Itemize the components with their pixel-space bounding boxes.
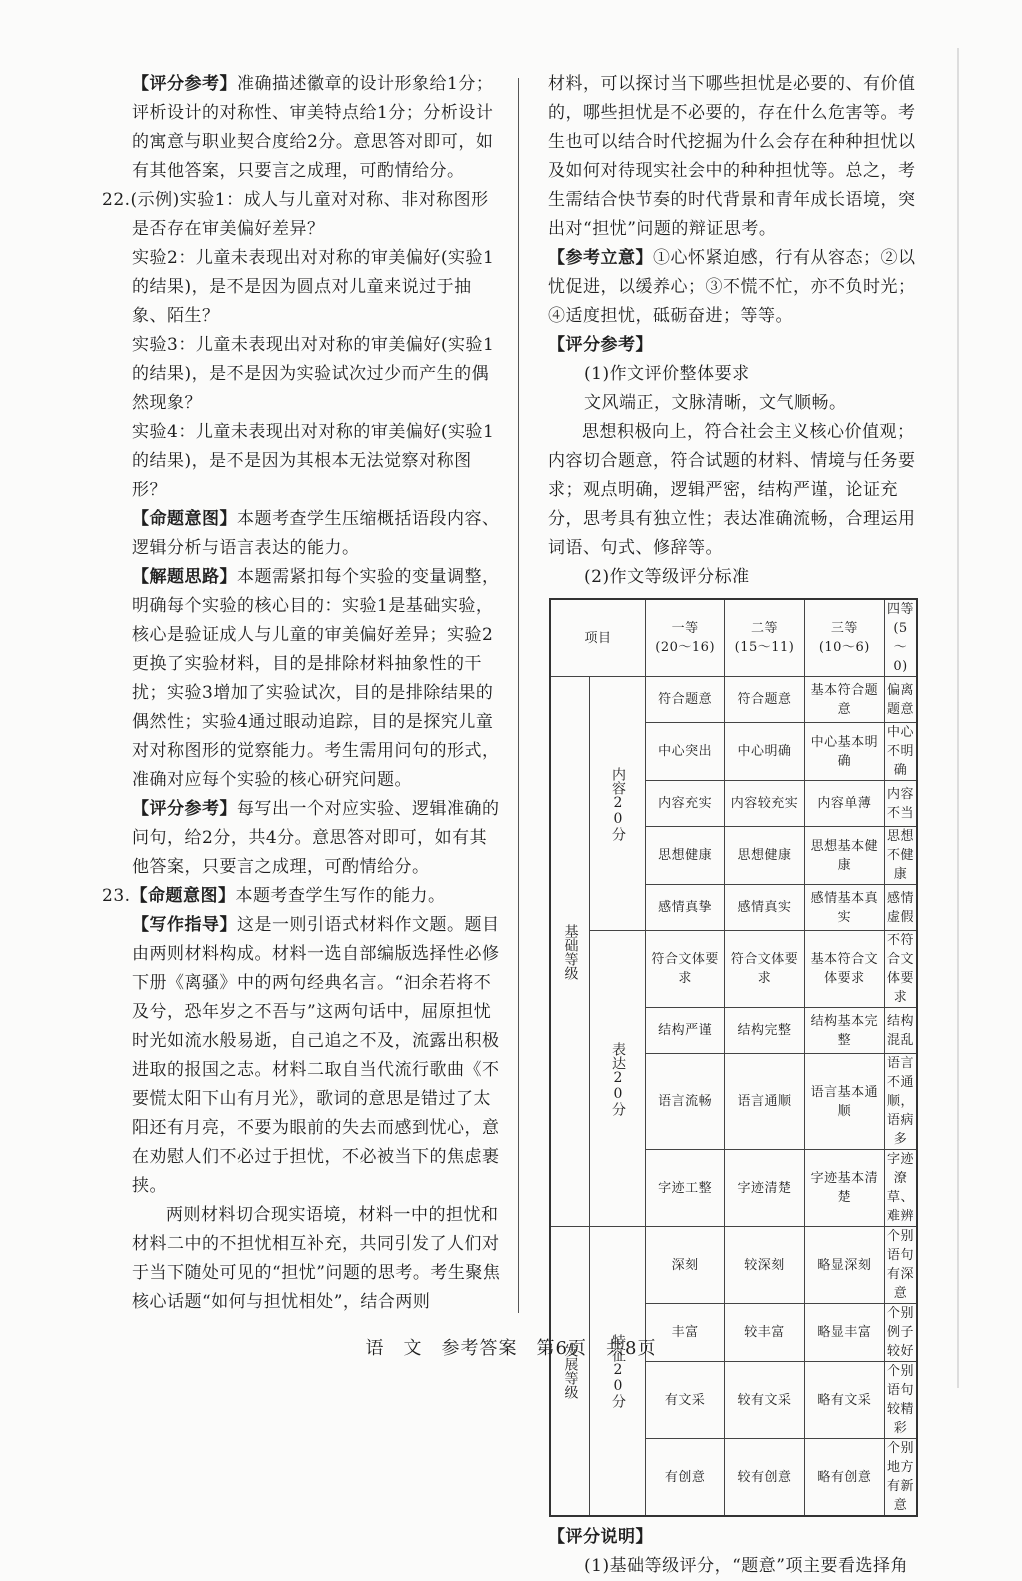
expression-row-1-cell-3: 基本符合文体要求 bbox=[804, 931, 884, 1008]
overall-requirement-heading: (1)作文评价整体要求 bbox=[584, 364, 750, 384]
content-row-3-cell-3: 内容单薄 bbox=[804, 781, 884, 827]
feature-row-2-cell-4: 个别例子较好 bbox=[885, 1304, 918, 1362]
content-row-2-cell-4: 中心不明确 bbox=[885, 723, 918, 781]
left-column bbox=[102, 70, 504, 1317]
reference-theme: 【参考立意】①心怀紧迫感，行有从容态；②以忧促进，以缓养心；③不慌不忙，亦不负时光；④适度担忧，砥砺奋进；等等。 bbox=[548, 248, 916, 326]
content-row-1-cell-3: 基本符合题意 bbox=[804, 677, 884, 723]
feature-row-1-cell-1: 深刻 bbox=[646, 1227, 725, 1304]
page-edge-shadow bbox=[957, 48, 959, 1388]
feature-row-3-cell-2: 较有文采 bbox=[725, 1362, 804, 1439]
content-row-5-cell-3: 感情基本真实 bbox=[804, 885, 884, 931]
expression-row bbox=[550, 931, 917, 1008]
basic-level-label: 基础等级 bbox=[550, 677, 590, 1227]
feature-row bbox=[550, 1227, 917, 1304]
expression-row-1-cell-2: 符合文体要求 bbox=[725, 931, 804, 1008]
expression-row-4-cell-1: 字迹工整 bbox=[646, 1150, 725, 1227]
grading-header-row bbox=[550, 599, 917, 677]
content-row-2-cell-3: 中心基本明确 bbox=[804, 723, 884, 781]
column-divider bbox=[518, 78, 519, 1313]
content-row bbox=[550, 677, 917, 723]
scoring-notes-1: (1)基础等级评分，“题意”项主要看选择角 bbox=[584, 1556, 908, 1576]
reference-theme-text: ①心怀紧迫感，行有从容态；②以忧促进，以缓养心；③不慌不忙，亦不负时光；④适度担忧，砥砺奋进；等等。 bbox=[548, 248, 916, 326]
right-p1: 材料，可以探讨当下哪些担忧是必要的、有价值的，哪些担忧是不必要的，存在什么危害等。考生也可以结合时代挖掘为什么会存在种种担忧以及如何对待现实社会中的种种担忧等。总之，考生需结合快节奏的时代背景和青年成长语境，突出对“担忧”问题的辩证思考。 bbox=[548, 74, 916, 239]
q22-intent-text: 本题考查学生压缩概括语段内容、逻辑分析与语言表达的能力。 bbox=[132, 509, 500, 558]
q23-number: 23. bbox=[102, 886, 131, 906]
expression-row-3-cell-4: 语言不通顺，语病多 bbox=[885, 1054, 918, 1150]
header-project: 项目 bbox=[550, 599, 646, 677]
q23-guide: 【写作指导】这是一则引语式材料作文题。题目由两则材料构成。材料一选自部编版选择性必修下册《离骚》中的两句经典名言。“汩余若将不及兮，恐年岁之不吾与”这两句话中，屈原担忧时光如流水般易逝，自己追之不及，流露出积极进取的报国之志。材料二取自当代流行歌曲《不要慌太阳下山有月光》，歌词的意思是错过了太阳还有月亮，不要为眼前的失去而感到忧心，意在劝慰人们不必过于担忧，不必被当下的焦虑裹挟。 bbox=[132, 915, 500, 1196]
q23-guide-text: 这是一则引语式材料作文题。题目由两则材料构成。材料一选自部编版选择性必修下册《离骚》中的两句经典名言。“汩余若将不及兮，恐年岁之不吾与”这两句话中，屈原担忧时光如流水般易逝，自己追之不及，流露出积极进取的报国之志。材料二取自当代流行歌曲《不要慌太阳下山有月光》，歌词的意思是错过了太阳还有月亮，不要为眼前的失去而感到忧心，意在劝慰人们不必过于担忧，不必被当下的焦虑裹挟。 bbox=[132, 915, 500, 1196]
expression-row-1-cell-1: 符合文体要求 bbox=[646, 931, 725, 1008]
expression-row-4-cell-4: 字迹潦草、难辨 bbox=[885, 1150, 918, 1227]
scoring-notes-heading: 【评分说明】 bbox=[548, 1527, 653, 1547]
content-row-5-cell-4: 感情虚假 bbox=[885, 885, 918, 931]
q22-example-exp1 bbox=[102, 186, 504, 244]
feature-row-1-cell-4: 个别语句有深意 bbox=[885, 1227, 918, 1304]
header-grade-2: 二等 (15～11) bbox=[725, 599, 804, 677]
left-p1-text: 准确描述徽章的设计形象给1分；评析设计的对称性、审美特点给1分；分析设计的寓意与职业契合度给2分。意思答对即可，如有其他答案，只要言之成理，可酌情给分。 bbox=[132, 74, 494, 181]
expression-row-2-cell-3: 结构基本完整 bbox=[804, 1008, 884, 1054]
q23-intent: 23.【命题意图】本题考查学生写作的能力。 bbox=[102, 886, 446, 906]
content-label: 内容20分 bbox=[590, 677, 646, 931]
content-row-5-cell-2: 感情真实 bbox=[725, 885, 804, 931]
header-grade-1: 一等 (20～16) bbox=[646, 599, 725, 677]
feature-row-1-cell-3: 略显深刻 bbox=[804, 1227, 884, 1304]
feature-row-3-cell-1: 有文采 bbox=[646, 1362, 725, 1439]
left-p1: 【评分参考】准确描述徽章的设计形象给1分；评析设计的对称性、审美特点给1分；分析设计的寓意与职业契合度给2分。意思答对即可，如有其他答案，只要言之成理，可酌情给分。 bbox=[132, 74, 494, 181]
feature-row-2-cell-2: 较丰富 bbox=[725, 1304, 804, 1362]
expression-row-4-cell-3: 字迹基本清楚 bbox=[804, 1150, 884, 1227]
expression-row-2-cell-1: 结构严谨 bbox=[646, 1008, 725, 1054]
content-row-4-cell-1: 思想健康 bbox=[646, 827, 725, 885]
q22-exp2: 实验2：儿童未表现出对对称的审美偏好(实验1的结果)，是不是因为圆点对儿童来说过于抽象、陌生？ bbox=[132, 248, 495, 326]
expression-row-1-cell-4: 不符合文体要求 bbox=[885, 931, 918, 1008]
feature-row-1-cell-2: 较深刻 bbox=[725, 1227, 804, 1304]
feature-label: 特征20分 bbox=[590, 1227, 646, 1517]
feature-row-4-cell-4: 个别地方有新意 bbox=[885, 1439, 918, 1517]
feature-row-2-cell-3: 略显丰富 bbox=[804, 1304, 884, 1362]
expression-row-3-cell-3: 语言基本通顺 bbox=[804, 1054, 884, 1150]
content-row-1-cell-1: 符合题意 bbox=[646, 677, 725, 723]
content-row-3-cell-2: 内容较充实 bbox=[725, 781, 804, 827]
feature-row-4-cell-3: 略有创意 bbox=[804, 1439, 884, 1517]
develop-level-label: 发展等级 bbox=[550, 1227, 590, 1517]
content-row-1-cell-2: 符合题意 bbox=[725, 677, 804, 723]
header-grade-3: 三等 (10～6) bbox=[804, 599, 884, 677]
q22-approach: 【解题思路】本题需紧扣每个实验的变量调整，明确每个实验的核心目的：实验1是基础实验，核心是验证成人与儿童的审美偏好差异；实验2更换了实验材料，目的是排除材料抽象性的干扰；实验3增加了实验试次，目的是排除结果的偶然性；实验4通过眼动追踪，目的是探究儿童对对称图形的觉察能力。考生需用问句的形式，准确对应每个实验的核心研究问题。 bbox=[132, 567, 500, 790]
content-row-3-cell-1: 内容充实 bbox=[646, 781, 725, 827]
q22-scoring: 【评分参考】每写出一个对应实验、逻辑准确的问句，给2分，共4分。意思答对即可，如有其他答案，只要言之成理，可酌情给分。 bbox=[132, 799, 500, 877]
q22-text: 22.(示例)实验1：成人与儿童对对称、非对称图形是否存在审美偏好差异？ bbox=[102, 190, 489, 239]
expression-row-4-cell-2: 字迹清楚 bbox=[725, 1150, 804, 1227]
content-row-4-cell-3: 思想基本健康 bbox=[804, 827, 884, 885]
q23-intent-text: 本题考查学生写作的能力。 bbox=[235, 886, 446, 906]
q23-analysis: 两则材料切合现实语境，材料一中的担忧和材料二中的不担忧相互补充，共同引发了人们对于当下随处可见的“担忧”问题的思考。考生聚焦核心话题“如何与担忧相处”，结合两则 bbox=[132, 1205, 501, 1312]
content-row-5-cell-1: 感情真挚 bbox=[646, 885, 725, 931]
feature-row-2-cell-1: 丰富 bbox=[646, 1304, 725, 1362]
expression-row-2-cell-4: 结构混乱 bbox=[885, 1008, 918, 1054]
content-row-2-cell-1: 中心突出 bbox=[646, 723, 725, 781]
page-footer: 语 文 参考答案 第6页 共8页 bbox=[365, 1338, 657, 1359]
expression-row-3-cell-2: 语言通顺 bbox=[725, 1054, 804, 1150]
feature-row-4-cell-1: 有创意 bbox=[646, 1439, 725, 1517]
content-row-4-cell-2: 思想健康 bbox=[725, 827, 804, 885]
grading-table bbox=[549, 598, 918, 1517]
q22-exp4: 实验4：儿童未表现出对对称的审美偏好(实验1的结果)，是不是因为其根本无法觉察对称图形？ bbox=[132, 422, 495, 500]
content-row-1-cell-4: 偏离题意 bbox=[885, 677, 918, 723]
grade-standard-heading: (2)作文等级评分标准 bbox=[584, 567, 750, 587]
content-row-3-cell-4: 内容不当 bbox=[885, 781, 918, 827]
overall-requirement-detail: 思想积极向上，符合社会主义核心价值观；内容切合题意，符合试题的材料、情境与任务要求；观点明确，逻辑严密，结构严谨，论证充分，思考具有独立性；表达准确流畅，合理运用词语、句式、修辞等。 bbox=[548, 422, 916, 558]
q22-intent: 【命题意图】本题考查学生压缩概括语段内容、逻辑分析与语言表达的能力。 bbox=[132, 509, 500, 558]
scoring-reference-heading: 【评分参考】 bbox=[548, 335, 653, 355]
feature-row-4-cell-2: 较有创意 bbox=[725, 1439, 804, 1517]
content-row-2-cell-2: 中心明确 bbox=[725, 723, 804, 781]
feature-row-3-cell-3: 略有文采 bbox=[804, 1362, 884, 1439]
q22-exp3: 实验3：儿童未表现出对对称的审美偏好(实验1的结果)，是不是因为实验试次过少而产生的偶然现象？ bbox=[132, 335, 495, 413]
feature-row-3-cell-4: 个别语句较精彩 bbox=[885, 1362, 918, 1439]
expression-row-2-cell-2: 结构完整 bbox=[725, 1008, 804, 1054]
q22-scoring-text: 每写出一个对应实验、逻辑准确的问句，给2分，共4分。意思答对即可，如有其他答案，只要言之成理，可酌情给分。 bbox=[132, 799, 500, 877]
expression-label: 表达20分 bbox=[590, 931, 646, 1227]
header-grade-4: 四等 (5～0) bbox=[885, 599, 918, 677]
overall-requirement-style: 文风端正，文脉清晰，文气顺畅。 bbox=[584, 393, 847, 413]
expression-row-3-cell-1: 语言流畅 bbox=[646, 1054, 725, 1150]
content-row-4-cell-4: 思想不健康 bbox=[885, 827, 918, 885]
q22-approach-text: 本题需紧扣每个实验的变量调整，明确每个实验的核心目的：实验1是基础实验，核心是验证成人与儿童的审美偏好差异；实验2更换了实验材料，目的是排除材料抽象性的干扰；实验3增加了实验试次，目的是排除结果的偶然性；实验4通过眼动追踪，目的是探究儿童对对称图形的觉察能力。考生需用问句的形式，准确对应每个实验的核心研究问题。 bbox=[132, 567, 500, 790]
